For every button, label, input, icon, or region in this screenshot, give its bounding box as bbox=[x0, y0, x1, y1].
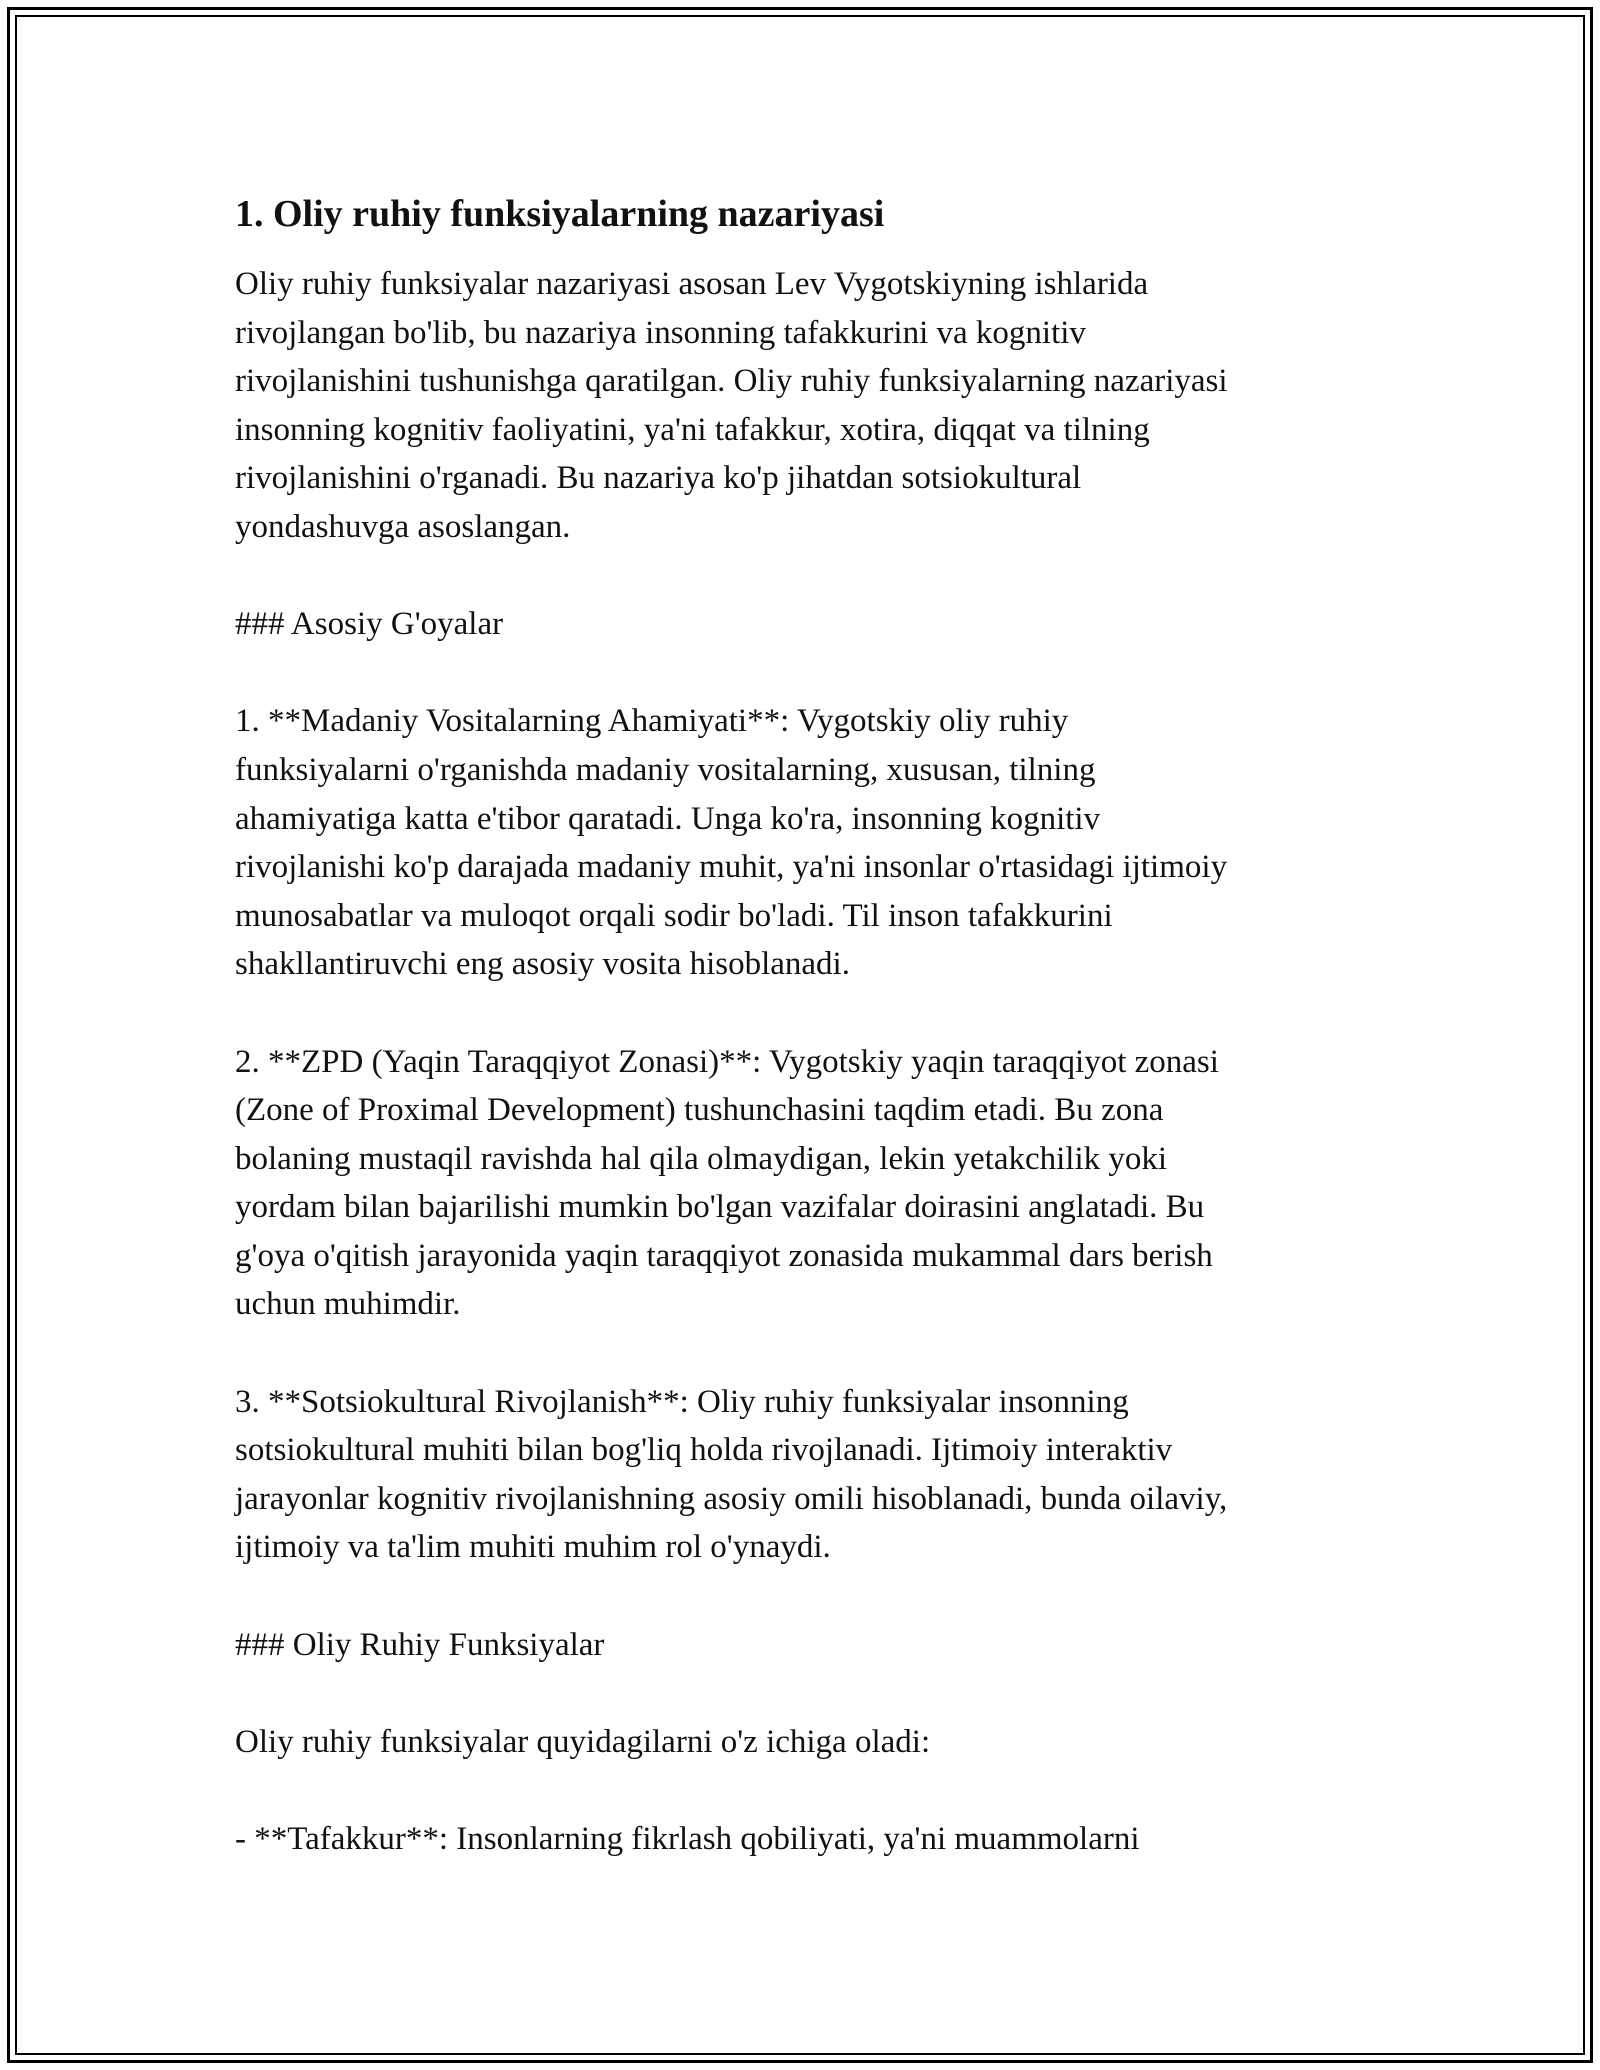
section-heading-oliy-ruhiy bbox=[235, 1621, 1355, 1670]
text-line: sotsiokultural muhiti bilan bog'liq holda rivojlanadi. Ijtimoiy interaktiv bbox=[235, 1432, 1173, 1469]
text-line: rivojlanishini o'rganadi. Bu nazariya ko'p jihatdan sotsiokultural bbox=[235, 460, 1082, 497]
text-line: shakllantiruvchi eng asosiy vosita hisoblanadi. bbox=[235, 946, 850, 983]
text-line: yordam bilan bajarilishi mumkin bo'lgan vazifalar doirasini anglatadi. Bu bbox=[235, 1189, 1205, 1226]
page-title: 1. Oliy ruhiy funksiyalarning nazariyasi bbox=[235, 193, 885, 235]
text-line: munosabatlar va muloqot orqali sodir bo'ladi. Til inson tafakkurini bbox=[235, 897, 1113, 934]
text-line: uchun muhimdir. bbox=[235, 1286, 461, 1323]
intro-list-paragraph bbox=[235, 1718, 1355, 1767]
document-body bbox=[235, 188, 1355, 1912]
text-line: jarayonlar kognitiv rivojlanishning asosiy omili hisoblanadi, bunda oilaviy, bbox=[235, 1480, 1228, 1517]
text-line: rivojlanishini tushunishga qaratilgan. Oliy ruhiy funksiyalarning nazariyasi bbox=[235, 363, 1228, 400]
list-item-zpd bbox=[235, 1038, 1355, 1330]
section-heading-asosiy-goyalar bbox=[235, 600, 1355, 649]
text-line: ### Asosiy G'oyalar bbox=[235, 606, 504, 643]
text-line: bolaning mustaqil ravishda hal qila olmaydigan, lekin yetakchilik yoki bbox=[235, 1140, 1168, 1177]
text-line: ### Oliy Ruhiy Funksiyalar bbox=[235, 1626, 605, 1663]
text-line: funksiyalarni o'rganishda madaniy vositalarning, xususan, tilning bbox=[235, 751, 1096, 788]
text-line: (Zone of Proximal Development) tushunchasini taqdim etadi. Bu zona bbox=[235, 1092, 1164, 1129]
text-line: ijtimoiy va ta'lim muhiti muhim rol o'ynaydi. bbox=[235, 1529, 831, 1566]
text-line: rivojlangan bo'lib, bu nazariya insonning tafakkurini va kognitiv bbox=[235, 314, 1086, 351]
text-line: Oliy ruhiy funksiyalar nazariyasi asosan Lev Vygotskiyning ishlarida bbox=[235, 266, 1149, 302]
text-line: insonning kognitiv faoliyatini, ya'ni tafakkur, xotira, diqqat va tilning bbox=[235, 411, 1150, 448]
list-item-madaniy-vositalar bbox=[235, 697, 1355, 989]
bullet-item-tafakkur bbox=[235, 1815, 1355, 1864]
text-line: 2. **ZPD (Yaqin Taraqqiyot Zonasi)**: Vygotskiy yaqin taraqqiyot zonasi bbox=[235, 1043, 1219, 1080]
text-line: - **Tafakkur**: Insonlarning fikrlash qobiliyati, ya'ni muammolarni bbox=[235, 1821, 1140, 1857]
text-line: g'oya o'qitish jarayonida yaqin taraqqiyot zonasida mukammal dars berish bbox=[235, 1237, 1213, 1274]
text-line: Oliy ruhiy funksiyalar quyidagilarni o'z ichiga oladi: bbox=[235, 1723, 931, 1760]
text-line: 3. **Sotsiokultural Rivojlanish**: Oliy ruhiy funksiyalar insonning bbox=[235, 1383, 1129, 1420]
text-line: yondashuvga asoslangan. bbox=[235, 508, 571, 545]
text-line: rivojlanishi ko'p darajada madaniy muhit, ya'ni insonlar o'rtasidagi ijtimoiy bbox=[235, 849, 1228, 886]
intro-paragraph bbox=[235, 260, 1355, 552]
list-item-sotsiokultural bbox=[235, 1378, 1355, 1572]
text-line: ahamiyatiga katta e'tibor qaratadi. Unga ko'ra, insonning kognitiv bbox=[235, 800, 1101, 837]
text-line: 1. **Madaniy Vositalarning Ahamiyati**: Vygotskiy oliy ruhiy bbox=[235, 703, 1069, 740]
